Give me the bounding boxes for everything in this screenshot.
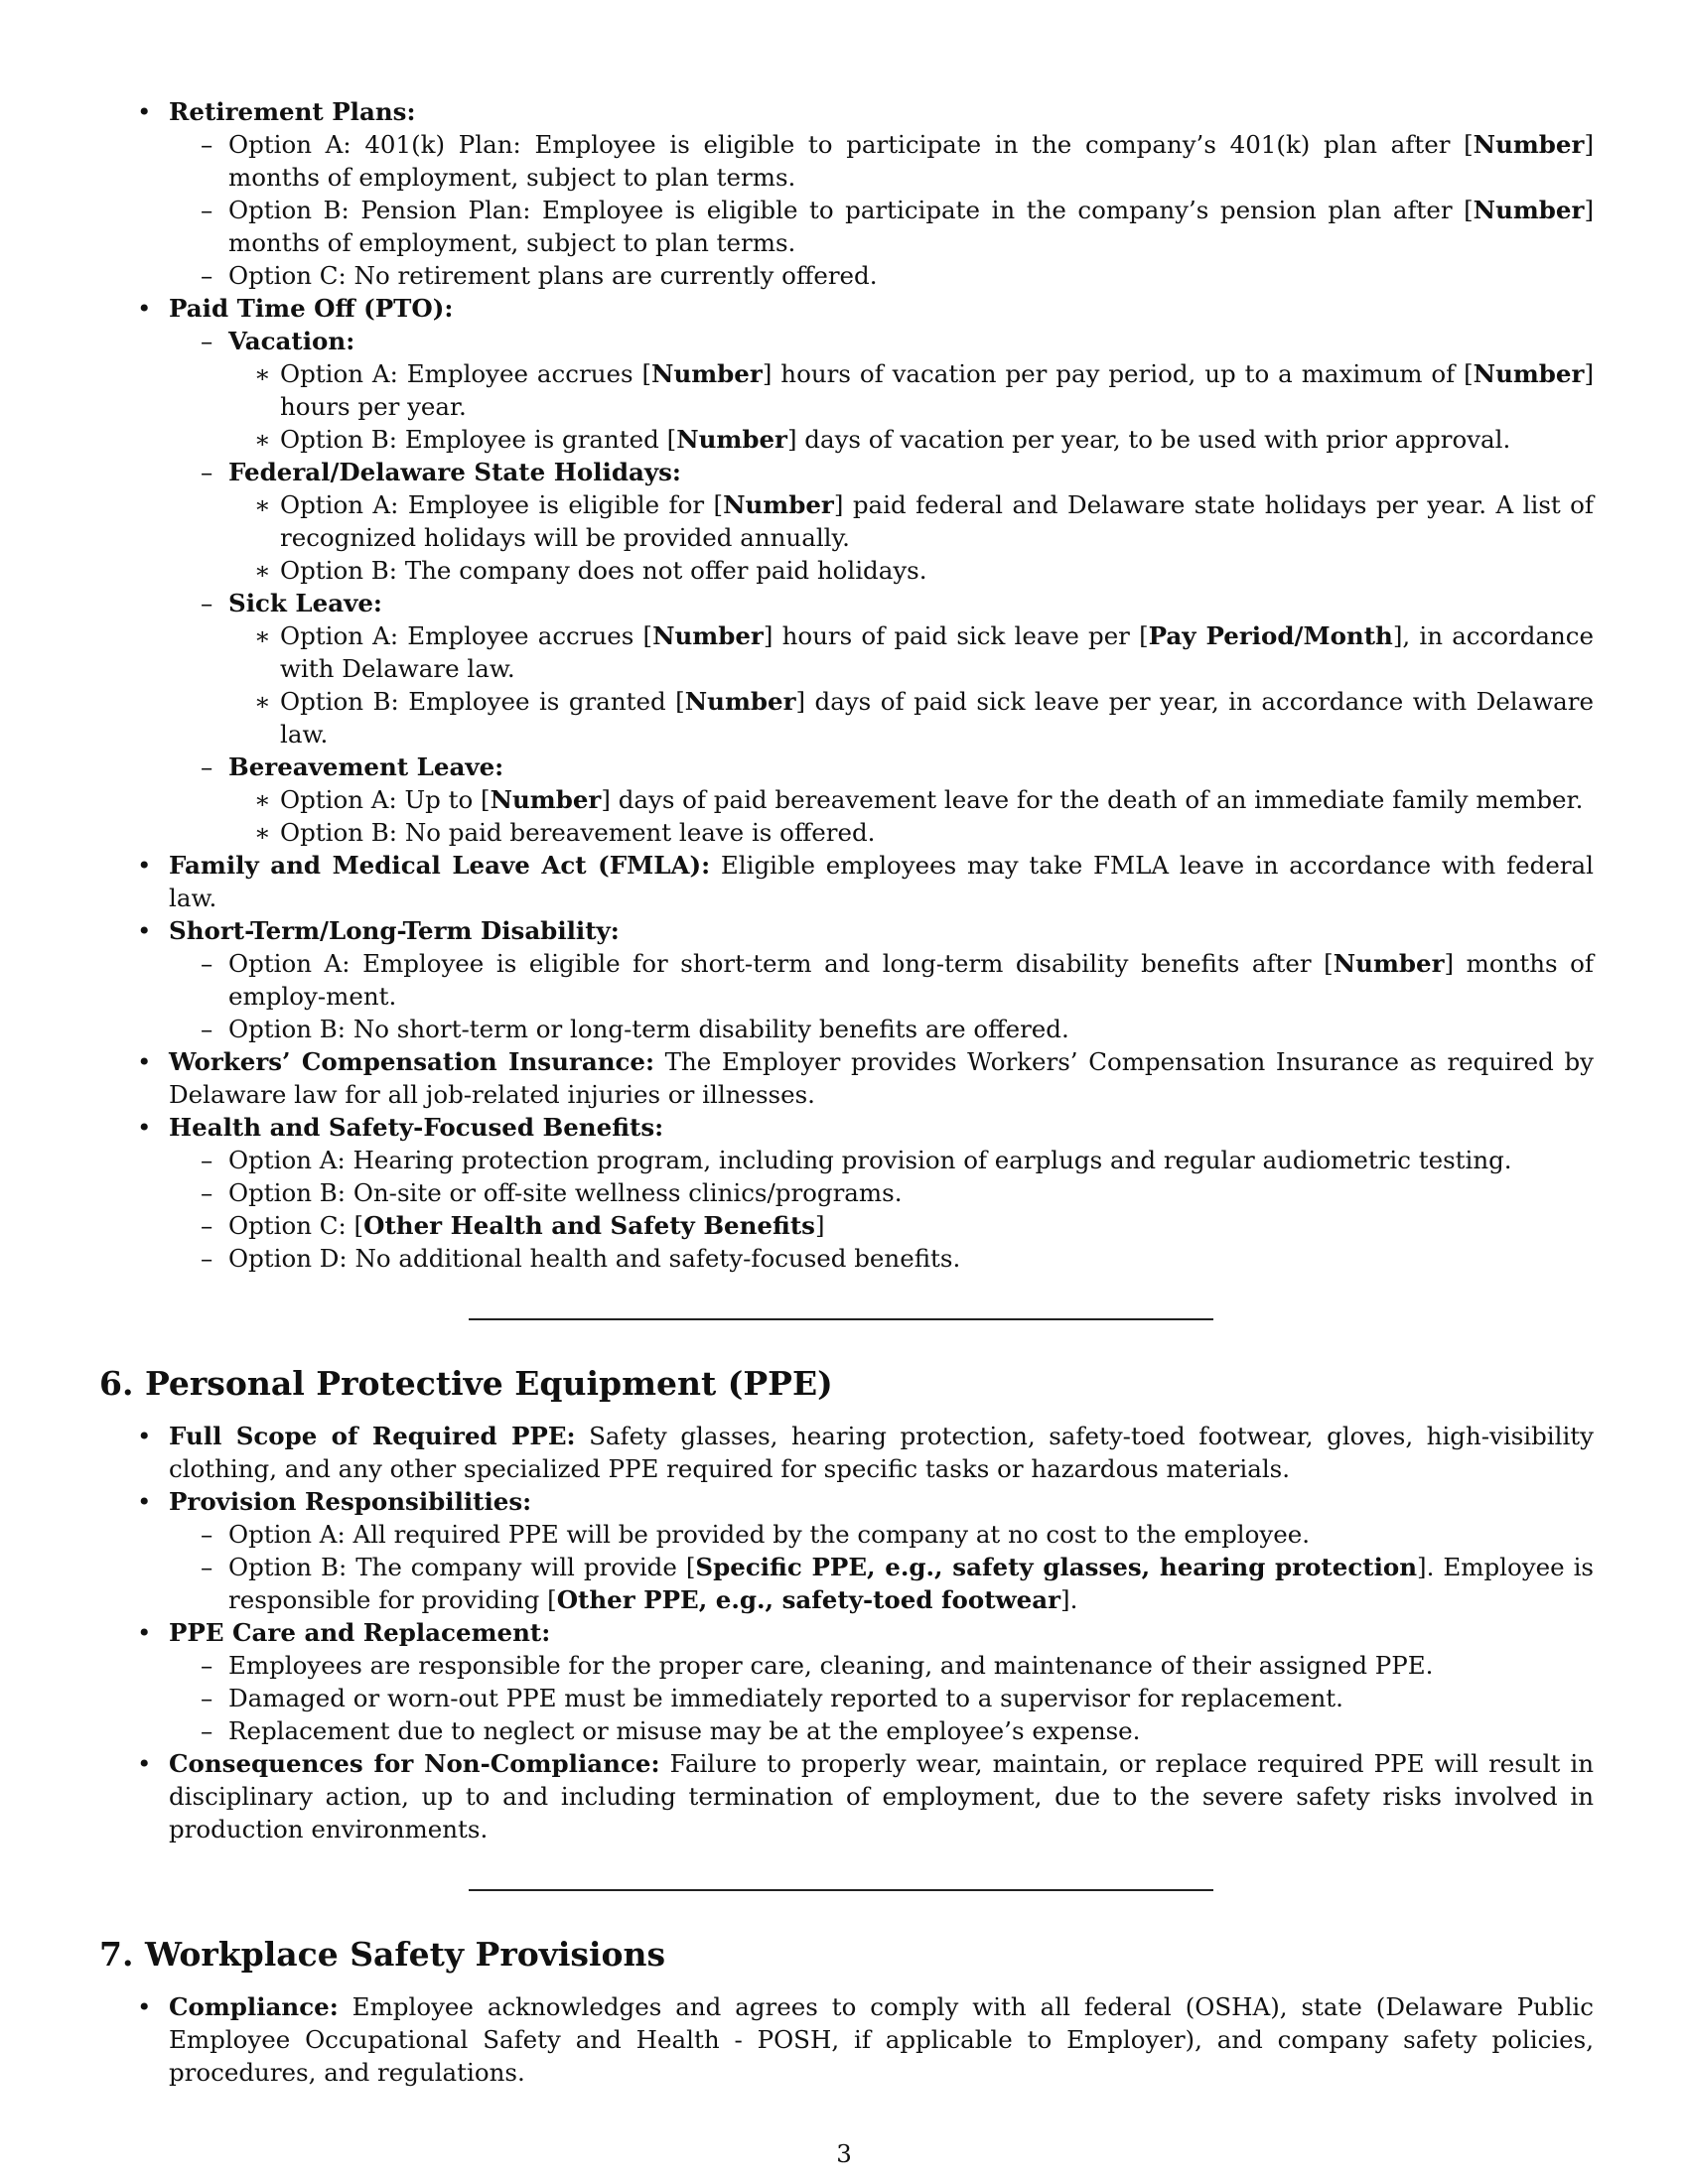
placeholder-text: Number [684, 687, 796, 716]
bullet-marker: • [137, 1113, 152, 1142]
item-text: Safety glasses, hearing protection, safety-toed footwear, gloves, high-visibility clothing, and any other specialized PPE required for specific tasks or hazardous materials. [169, 1422, 1594, 1483]
list-item-disability [99, 914, 1594, 1045]
item-text: Option B: The company does not offer paid holidays. [280, 556, 927, 585]
sub-item [169, 1242, 1594, 1275]
sub-sub-list [228, 357, 1594, 456]
sub-item-title: Sick Leave: [228, 589, 382, 617]
star-marker: ∗ [254, 687, 271, 716]
placeholder-text: Other PPE, e.g., safety-toed footwear [556, 1585, 1061, 1614]
item-text: ] paid federal and Delaware state holidays per year. A list of recognized holidays will be provided annually. [280, 490, 1595, 552]
sub-list [169, 1649, 1594, 1747]
bullet-marker: • [137, 851, 152, 880]
placeholder-text: Number [676, 425, 787, 454]
placeholder-text: Number [723, 490, 834, 519]
item-text: Option A: 401(k) Plan: Employee is eligible to participate in the company’s 401(k) plan after [ [228, 130, 1474, 159]
sub-list [169, 1144, 1594, 1275]
item-text: ] months of employment, subject to plan terms. [228, 130, 1594, 192]
dash-marker: – [201, 1178, 213, 1207]
dash-marker: – [201, 196, 213, 224]
item-text: ] hours of paid sick leave per [ [763, 621, 1149, 650]
page-number: 3 [836, 2139, 852, 2168]
bullet-marker: • [137, 1047, 152, 1076]
item-text: Option A: Employee is eligible for short-term and long-term disability benefits after [ [228, 949, 1334, 978]
sub-list [169, 128, 1594, 292]
item-text: Option A: Up to [ [280, 785, 491, 814]
dash-marker: – [201, 1015, 213, 1043]
item-title: Provision Responsibilities: [169, 1487, 532, 1516]
sub-sub-item [228, 816, 1594, 849]
placeholder-text: Number [490, 785, 602, 814]
item-text: Option A: Hearing protection program, including provision of earplugs and regular audiometric testing. [228, 1146, 1512, 1174]
list-item-fmla [99, 849, 1594, 914]
item-title: Health and Safety-Focused Benefits: [169, 1113, 664, 1142]
item-text: Option B: Employee is granted [ [280, 687, 685, 716]
sub-sub-item [228, 488, 1594, 554]
dash-marker: – [201, 1651, 213, 1680]
item-text: Failure to properly wear, maintain, or replace required PPE will result in disciplinary action, up to and including termination of employment, due to the severe safety risks involved in production environments. [169, 1749, 1594, 1843]
item-text: Eligible employees may take FMLA leave in accordance with federal law. [169, 851, 1594, 912]
sub-item [169, 194, 1594, 259]
dash-marker: – [201, 1553, 213, 1581]
star-marker: ∗ [254, 556, 271, 585]
star-marker: ∗ [254, 621, 271, 650]
sub-sub-list [228, 619, 1594, 751]
section-divider [469, 1318, 1213, 1320]
sub-item-title: Federal/Delaware State Holidays: [228, 458, 681, 486]
bullet-marker: • [137, 916, 152, 945]
star-marker: ∗ [254, 490, 271, 519]
sub-item [169, 1551, 1594, 1616]
placeholder-text: Pay Period/Month [1148, 621, 1393, 650]
bullet-marker: • [137, 1749, 152, 1778]
placeholder-text: Number [651, 359, 763, 388]
dash-marker: – [201, 1716, 213, 1745]
dash-marker: – [201, 261, 213, 290]
sub-item-bereavement [169, 751, 1594, 849]
placeholder-text: Number [1473, 196, 1585, 224]
sub-sub-item [228, 685, 1594, 751]
item-title: Short-Term/Long-Term Disability: [169, 916, 620, 945]
sub-sub-list [228, 783, 1594, 849]
item-text: Employees are responsible for the proper care, cleaning, and maintenance of their assigned PPE. [228, 1651, 1434, 1680]
placeholder-text: Other Health and Safety Benefits [363, 1211, 815, 1240]
sub-list [169, 1518, 1594, 1616]
bullet-marker: • [137, 1992, 152, 2021]
dash-marker: – [201, 327, 213, 355]
placeholder-text: Number [652, 621, 764, 650]
bullet-marker: • [137, 1618, 152, 1647]
section-number: 7. [99, 1935, 134, 1974]
section-title: Workplace Safety Provisions [145, 1935, 666, 1974]
sub-item [169, 1176, 1594, 1209]
list-item-compliance [99, 1990, 1594, 2089]
item-text: Option A: Employee accrues [ [280, 359, 652, 388]
bullet-marker: • [137, 294, 152, 323]
item-text: ] days of paid sick leave per year, in accordance with Delaware law. [280, 687, 1594, 749]
list-item-pto [99, 292, 1594, 849]
sub-item [169, 1649, 1594, 1682]
dash-marker: – [201, 949, 213, 978]
list-item-workers-comp [99, 1045, 1594, 1111]
placeholder-text: Number [1473, 359, 1585, 388]
sub-list [169, 325, 1594, 849]
list-item-health-safety [99, 1111, 1594, 1275]
item-title: Retirement Plans: [169, 97, 416, 126]
sub-item [169, 1518, 1594, 1551]
sub-item-vacation [169, 325, 1594, 456]
item-text: ] months of employ-ment. [228, 949, 1594, 1011]
safety-list [99, 1990, 1594, 2089]
section-number: 6. [99, 1364, 134, 1403]
sub-item [169, 1144, 1594, 1176]
item-text: Option A: All required PPE will be provided by the company at no cost to the employee. [228, 1520, 1310, 1549]
item-text: ] hours per year. [280, 359, 1594, 421]
item-title: Workers’ Compensation Insurance: [169, 1047, 655, 1076]
item-text: ] [814, 1211, 825, 1240]
item-title: Family and Medical Leave Act (FMLA): [169, 851, 711, 880]
star-marker: ∗ [254, 785, 271, 814]
item-title: PPE Care and Replacement: [169, 1618, 551, 1647]
list-item-ppe-scope [99, 1420, 1594, 1485]
item-text: Option A: Employee accrues [ [280, 621, 653, 650]
sub-item-holidays [169, 456, 1594, 587]
sub-item [169, 1013, 1594, 1045]
placeholder-text: Number [1473, 130, 1585, 159]
sub-item-title: Vacation: [228, 327, 355, 355]
item-text: Option B: No short-term or long-term disability benefits are offered. [228, 1015, 1069, 1043]
bullet-marker: • [137, 97, 152, 126]
item-title: Full Scope of Required PPE: [169, 1422, 576, 1450]
item-title: Paid Time Off (PTO): [169, 294, 454, 323]
item-text: Option A: Employee is eligible for [ [280, 490, 724, 519]
section-heading-7 [99, 1935, 1594, 1975]
item-text: ]. Employee is responsible for providing [ [228, 1553, 1594, 1614]
sub-item [169, 1209, 1594, 1242]
ppe-list [99, 1420, 1594, 1845]
sub-item-sick-leave [169, 587, 1594, 751]
item-text: Option B: Employee is granted [ [280, 425, 677, 454]
star-marker: ∗ [254, 818, 271, 847]
item-text: Option B: On-site or off-site wellness clinics/programs. [228, 1178, 903, 1207]
placeholder-text: Specific PPE, e.g., safety glasses, hearing protection [695, 1553, 1418, 1581]
item-title: Consequences for Non-Compliance: [169, 1749, 660, 1778]
item-text: ]. [1060, 1585, 1078, 1614]
list-item-ppe-care [99, 1616, 1594, 1747]
dash-marker: – [201, 1146, 213, 1174]
item-title: Compliance: [169, 1992, 339, 2021]
item-text: Option C: [ [228, 1211, 364, 1240]
sub-item [169, 259, 1594, 292]
sub-list [169, 947, 1594, 1045]
section-title: Personal Protective Equipment (PPE) [145, 1364, 833, 1403]
dash-marker: – [201, 1520, 213, 1549]
list-item-ppe-consequences [99, 1747, 1594, 1845]
item-text: Option B: The company will provide [ [228, 1553, 696, 1581]
item-text: Employee acknowledges and agrees to comply with all federal (OSHA), state (Delaware Public Employee Occupational Safety and Health - POSH, if applicable to Employer), and company safety policies, procedures, and regulations. [169, 1992, 1594, 2087]
list-item-retirement [99, 95, 1594, 292]
item-text: ] days of vacation per year, to be used with prior approval. [786, 425, 1511, 454]
dash-marker: – [201, 752, 213, 781]
star-marker: ∗ [254, 359, 271, 388]
sub-sub-item [228, 554, 1594, 587]
bullet-marker: • [137, 1422, 152, 1450]
sub-sub-item [228, 619, 1594, 685]
sub-item [169, 1714, 1594, 1747]
item-text: ], in accordance with Delaware law. [280, 621, 1594, 683]
sub-sub-item [228, 783, 1594, 816]
dash-marker: – [201, 1684, 213, 1712]
section-divider [469, 1889, 1213, 1891]
dash-marker: – [201, 589, 213, 617]
item-text: Replacement due to neglect or misuse may be at the employee’s expense. [228, 1716, 1141, 1745]
dash-marker: – [201, 130, 213, 159]
page-content [99, 95, 1594, 2089]
sub-sub-list [228, 488, 1594, 587]
placeholder-text: Number [1333, 949, 1445, 978]
list-item-ppe-provision [99, 1485, 1594, 1616]
item-text: Damaged or worn-out PPE must be immediately reported to a supervisor for replacement. [228, 1684, 1343, 1712]
sub-item [169, 1682, 1594, 1714]
item-text: ] months of employment, subject to plan terms. [228, 196, 1594, 257]
item-text: ] hours of vacation per pay period, up to a maximum of [ [762, 359, 1474, 388]
star-marker: ∗ [254, 425, 271, 454]
dash-marker: – [201, 1244, 213, 1273]
sub-item-title: Bereavement Leave: [228, 752, 504, 781]
bullet-marker: • [137, 1487, 152, 1516]
item-text: Option B: Pension Plan: Employee is eligible to participate in the company’s pension plan after [ [228, 196, 1474, 224]
item-text: Option D: No additional health and safety-focused benefits. [228, 1244, 961, 1273]
sub-item [169, 128, 1594, 194]
benefits-list [99, 95, 1594, 1275]
sub-sub-item [228, 357, 1594, 423]
dash-marker: – [201, 1211, 213, 1240]
item-text: Option C: No retirement plans are currently offered. [228, 261, 878, 290]
sub-item [169, 947, 1594, 1013]
item-text: Option B: No paid bereavement leave is offered. [280, 818, 876, 847]
item-text: The Employer provides Workers’ Compensation Insurance as required by Delaware law for all job-related injuries or illnesses. [169, 1047, 1595, 1109]
item-text: ] days of paid bereavement leave for the death of an immediate family member. [601, 785, 1584, 814]
section-heading-6 [99, 1364, 1594, 1404]
sub-sub-item [228, 423, 1594, 456]
dash-marker: – [201, 458, 213, 486]
